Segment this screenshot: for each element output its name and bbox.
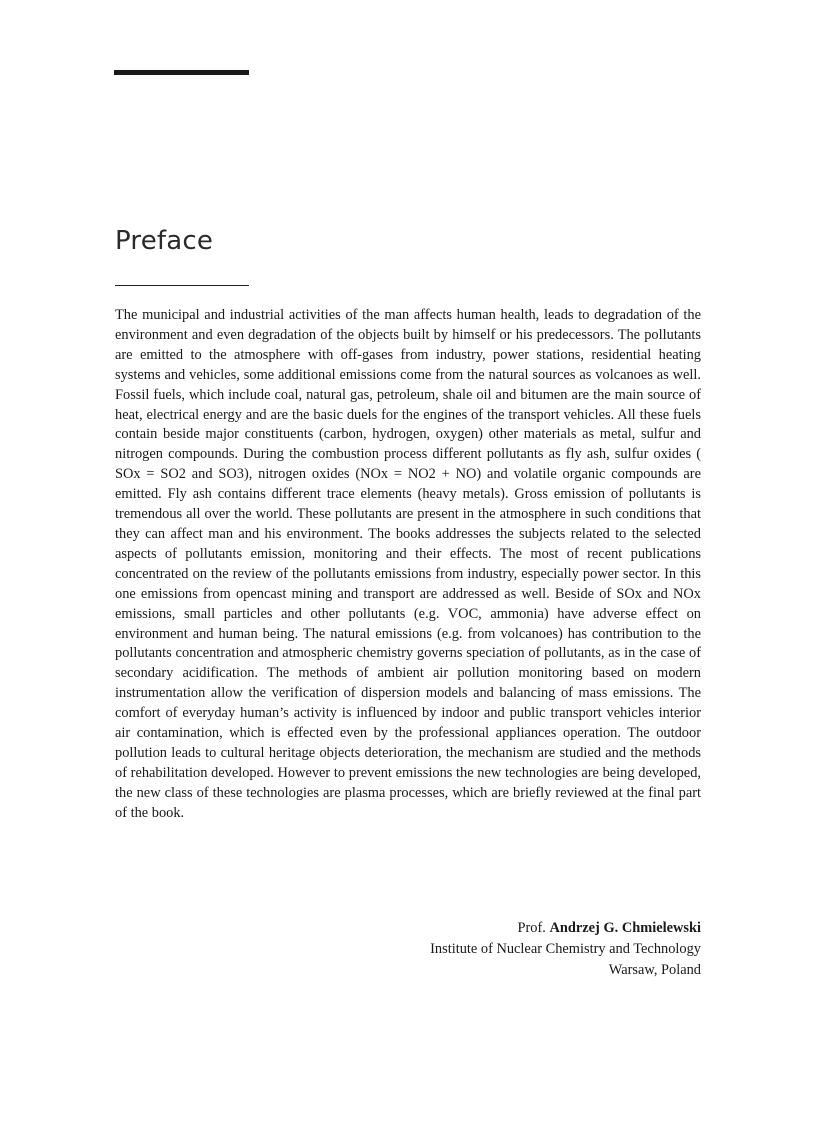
signature-block [300, 918, 701, 981]
signature-institution: Institute of Nuclear Chemistry and Technology [430, 941, 701, 957]
page-title: Preface [115, 226, 214, 256]
signature-name-line [300, 918, 701, 939]
signature-location: Warsaw, Poland [608, 962, 701, 978]
preface-body: The municipal and industrial activities of the man affects human health, leads to degradation of the environment and even degradation of the objects built by himself or his predecessors. The pollutants are emitted to the atmosphere with off-gases from industry, power stations, residential heating systems and vehicles, some additional emissions come from the natural sources as volcanoes as well. Fossil fuels, which include coal, natural gas, petroleum, shale oil and bitumen are the main source of heat, electrical energy and are the basic duels for the engines of the transport vehicles. All these fuels contain beside major constituents (carbon, hydrogen, oxygen) other materials as metal, sulfur and nitrogen compounds. During the combustion process different pollutants as fly ash, sulfur oxides ( SOx = SO2 and SO3), nitrogen oxides (NOx = NO2 + NO) and volatile organic compounds are emitted. Fly ash contains different trace elements (heavy metals). Gross emission of pollutants is tremendous all over the world. These pollutants are present in the atmosphere in such conditions that they can affect man and his environment. The books addresses the subjects related to the selected aspects of pollutants emission, monitoring and their effects. The most of recent publications concentrated on the review of the pollutants emissions from industry, especially power sector. In this one emissions from opencast mining and transport are addressed as well. Beside of SOx and NOx emissions, small particles and other pollutants (e.g. VOC, ammonia) have adverse effect on environment and human being. The natural emissions (e.g. from volcanoes) has contribution to the pollutants concentration and atmospheric chemistry governs speciation of pollutants, as in the case of secondary acidification. The methods of ambient air pollution monitoring based on modern instrumentation allow the verification of dispersion models and balancing of mass emissions. The comfort of everyday human’s activity is influenced by indoor and public transport vehicles interior air contamination, which is effected even by the professional appliances operation. The outdoor pollution leads to cultural heritage objects deterioration, the mechanism are studied and the methods of rehabilitation developed. However to prevent emissions the new technologies are being developed, the new class of these technologies are plasma processes, which are briefly reviewed at the final part of the book. [115, 307, 701, 821]
signature-prefix: Prof. [517, 920, 546, 936]
title-underline [115, 285, 249, 286]
signature-name: Andrzej G. Chmielewski [549, 920, 701, 936]
header-decorative-bar [114, 70, 249, 75]
